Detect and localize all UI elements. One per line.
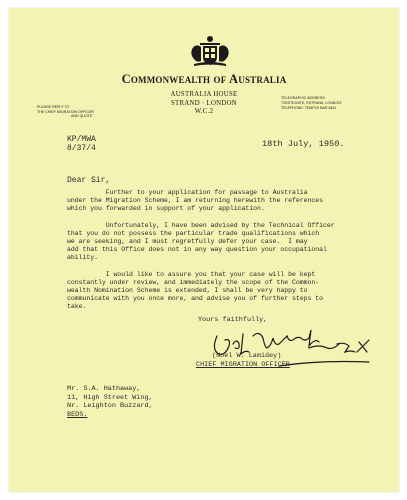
body-paragraph: Unfortunately, I have been advised by the Technical Officer that you do not possess the particular trade qualifications which we are seeking, and I must regretfully defer your case. I may add that this Office does not in any way question your occupational ability. xyxy=(67,222,335,262)
recipient-line: Mr. S.A. Hathaway, xyxy=(67,385,141,393)
reference-line: 8/37/4 xyxy=(67,144,96,153)
body-paragraph: I would like to assure you that your case will be kept constantly under review, and immediately the scope of the Common- wealth Nomination Scheme is extended, I shall be very happy to communicate with you once more, and advise you of further steps to take. xyxy=(67,271,323,311)
address-line: W.C.2 xyxy=(194,108,214,115)
recipient-address xyxy=(67,385,153,419)
reference-block xyxy=(67,135,96,153)
signer-title: CHIEF MIGRATION OFFICER xyxy=(196,361,290,369)
reference-line: KP/MWA xyxy=(67,135,96,144)
recipient-line: Nr. Leighton Buzzard, xyxy=(67,402,153,411)
telegraphic-line: "ORSTIONITE, ESTRAND, LONDON" xyxy=(281,101,343,105)
coat-of-arms-icon xyxy=(188,35,232,69)
signer-name: (Noel W. Lamidey) xyxy=(212,352,282,360)
letterhead-title: Commonwealth of Australia xyxy=(121,72,287,86)
reply-line: THE CHIEF MIGRATION OFFICER xyxy=(37,109,94,114)
reply-line: AND QUOTE xyxy=(71,114,93,119)
telegraphic-block xyxy=(281,96,391,111)
reply-note xyxy=(37,105,117,119)
closing: Yours faithfully, xyxy=(198,316,268,324)
recipient-line: 11, High Street Wing, xyxy=(67,393,153,402)
salutation: Dear Sir, xyxy=(67,176,111,185)
address-line: STRAND · LONDON xyxy=(170,99,238,107)
telegraphic-line: TELEGRAPHIC ADDRESS: xyxy=(281,96,326,100)
telegraphic-line: TELEPHONE: TEMPLE BAR 6611 xyxy=(281,106,337,110)
letter-page xyxy=(9,8,399,492)
recipient-line: BEDS. xyxy=(67,410,88,419)
address-line: AUSTRALIA HOUSE xyxy=(170,91,238,98)
letter-date: 18th July, 1950. xyxy=(262,139,345,149)
reply-line: PLEASE REPLY TO xyxy=(37,105,70,109)
body-paragraph: Further to your application for passage to Australia under the Migration Scheme, I am returning herewith the references which you forwarded in support of your application. xyxy=(67,189,323,213)
